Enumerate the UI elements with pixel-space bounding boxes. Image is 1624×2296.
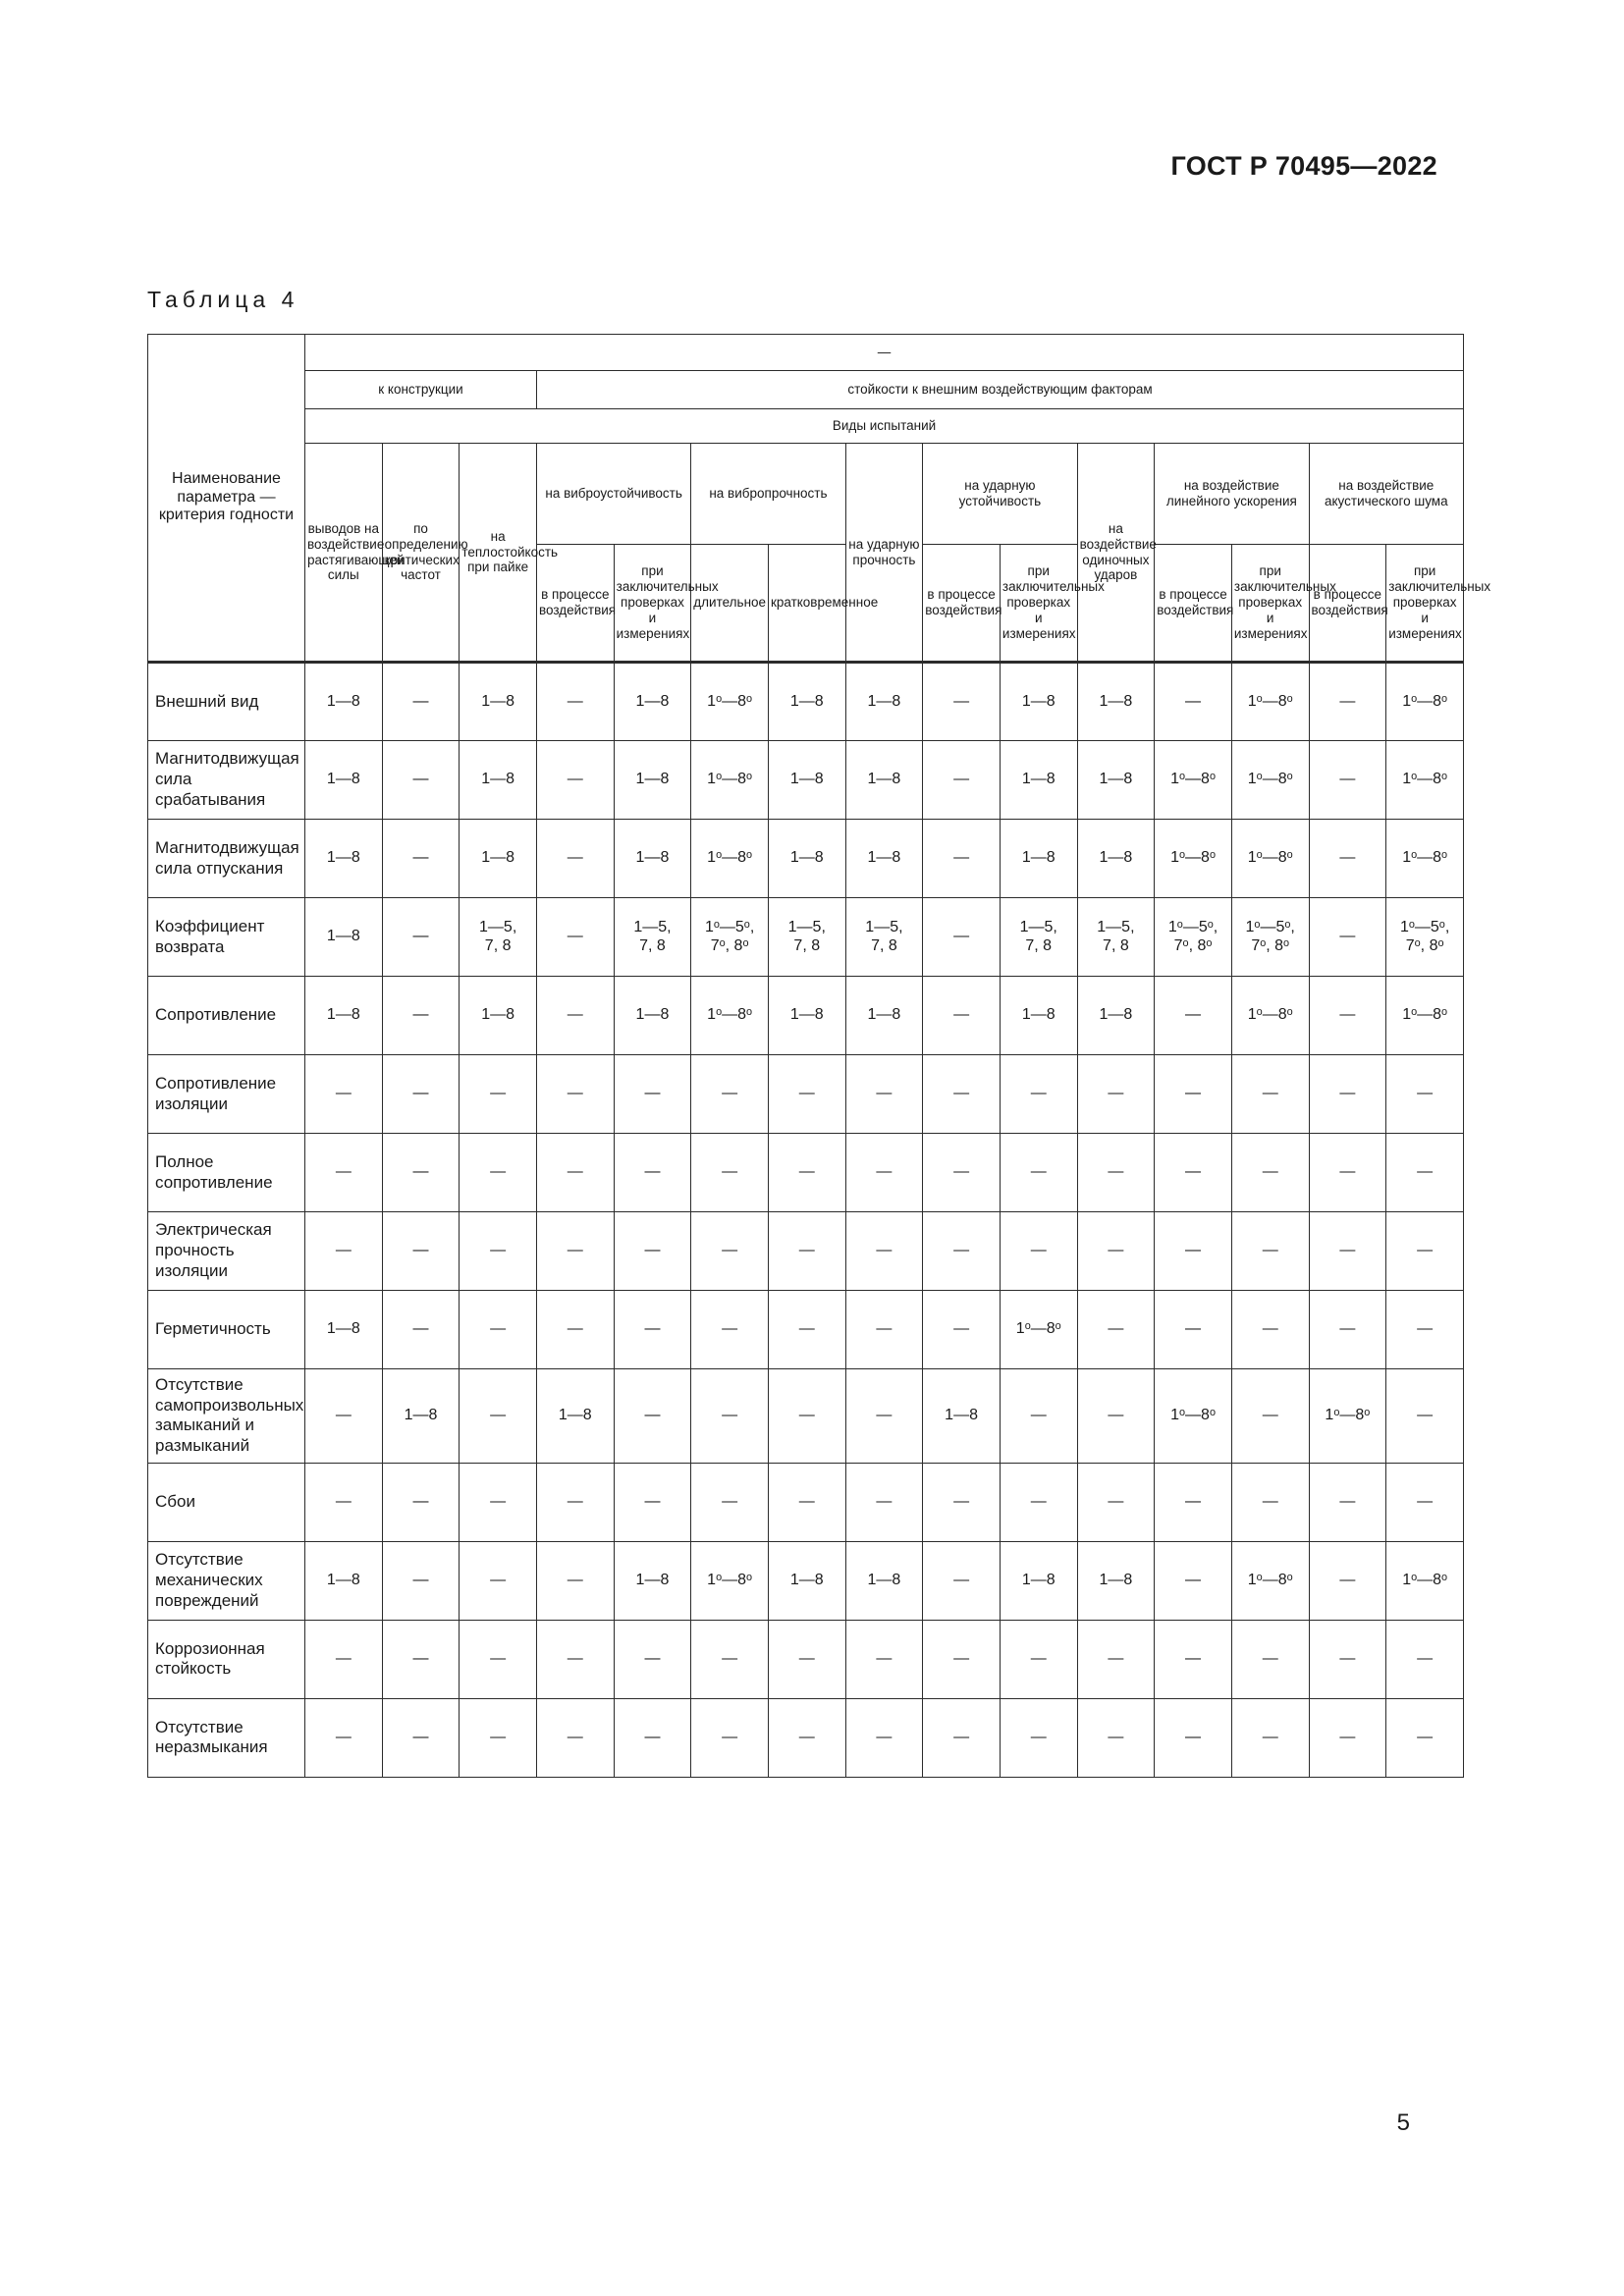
value-cell: — [305, 1055, 383, 1134]
value-cell: 1—8 [614, 663, 691, 741]
value-cell: — [1309, 1541, 1386, 1620]
value-cell: — [1155, 977, 1232, 1055]
table-row [148, 1291, 1464, 1369]
value-cell: — [691, 1055, 769, 1134]
value-cell: 1—8 [614, 977, 691, 1055]
table-row [148, 898, 1464, 977]
value-cell: — [1155, 1212, 1232, 1291]
value-cell: — [460, 1620, 537, 1698]
value-cell: — [382, 1212, 460, 1291]
value-cell: — [536, 1134, 614, 1212]
param-column-header: Наименование параметра — критерия годности [148, 335, 305, 663]
value-cell: 1—8 [1077, 820, 1155, 898]
value-cell: — [768, 1620, 845, 1698]
value-cell: 1—8 [614, 820, 691, 898]
value-cell: — [1386, 1291, 1464, 1369]
value-cell: 1—8 [460, 977, 537, 1055]
value-cell: — [536, 741, 614, 820]
group-external-factors-header: стойкости к внешним воздействующим факторам [536, 371, 1463, 409]
table-caption: Таблица 4 [147, 287, 299, 312]
value-cell: 1ᵒ—8ᵒ [1231, 741, 1309, 820]
value-cell: — [923, 1620, 1001, 1698]
col-header-vib-stab-during: в процессе воздействия [536, 545, 614, 663]
value-cell: — [1000, 1055, 1077, 1134]
value-cell: 1ᵒ—8ᵒ [1386, 1541, 1464, 1620]
value-cell: 1—5, 7, 8 [768, 898, 845, 977]
value-cell: 1—8 [1077, 663, 1155, 741]
value-cell: — [614, 1369, 691, 1464]
col-header-shock-strength: на ударную прочность [845, 444, 923, 663]
value-cell: — [305, 1369, 383, 1464]
table-row [148, 663, 1464, 741]
value-cell: — [1155, 1698, 1232, 1777]
value-cell: — [1077, 1212, 1155, 1291]
value-cell: — [1309, 1212, 1386, 1291]
value-cell: — [691, 1212, 769, 1291]
value-cell: 1—8 [382, 1369, 460, 1464]
value-cell: — [536, 977, 614, 1055]
value-cell: — [768, 1055, 845, 1134]
value-cell: — [1000, 1620, 1077, 1698]
value-cell: — [1231, 1369, 1309, 1464]
value-cell: — [1386, 1212, 1464, 1291]
value-cell: — [1231, 1212, 1309, 1291]
value-cell: 1—8 [305, 1541, 383, 1620]
value-cell: 1—8 [845, 663, 923, 741]
value-cell: 1ᵒ—8ᵒ [1155, 1369, 1232, 1464]
col-header-linear-acceleration: на воздействие линейного ускорения [1155, 444, 1309, 545]
value-cell: 1ᵒ—8ᵒ [1231, 1541, 1309, 1620]
value-cell: 1—8 [1000, 820, 1077, 898]
value-cell: — [460, 1055, 537, 1134]
value-cell: 1ᵒ—8ᵒ [1386, 663, 1464, 741]
value-cell: — [1231, 1620, 1309, 1698]
param-name-cell: Отсутствие неразмыкания [148, 1698, 305, 1777]
value-cell: — [536, 1698, 614, 1777]
col-header-lin-acc-final: при заключительных проверках и измерениях [1231, 545, 1309, 663]
value-cell: — [614, 1291, 691, 1369]
col-header-single-shocks: на воздействие одиночных ударов [1077, 444, 1155, 663]
value-cell: — [460, 1541, 537, 1620]
value-cell: 1—8 [460, 663, 537, 741]
page-number: 5 [1396, 2109, 1410, 2136]
value-cell: 1ᵒ—5ᵒ, 7ᵒ, 8ᵒ [1386, 898, 1464, 977]
value-cell: — [536, 1212, 614, 1291]
value-cell: — [1231, 1291, 1309, 1369]
value-cell: — [1155, 1620, 1232, 1698]
value-cell: — [614, 1463, 691, 1541]
value-cell: — [1155, 1291, 1232, 1369]
col-header-shock-stability: на ударную устойчивость [923, 444, 1077, 545]
col-header-acoustic-final: при заключительных проверках и измерениях [1386, 545, 1464, 663]
col-header-soldering-heat: на теплостойкость при пайке [460, 444, 537, 663]
value-cell: 1ᵒ—8ᵒ [1155, 820, 1232, 898]
top-header-dash: — [305, 335, 1464, 371]
value-cell: — [923, 741, 1001, 820]
table-row [148, 1698, 1464, 1777]
value-cell: 1—8 [536, 1369, 614, 1464]
table-row [148, 977, 1464, 1055]
param-name-cell: Сопротивление [148, 977, 305, 1055]
table-row [148, 1134, 1464, 1212]
value-cell: — [1309, 1620, 1386, 1698]
value-cell: — [382, 1134, 460, 1212]
value-cell: 1—8 [614, 741, 691, 820]
value-cell: — [460, 1134, 537, 1212]
value-cell: — [845, 1055, 923, 1134]
value-cell: 1ᵒ—8ᵒ [1231, 820, 1309, 898]
col-header-lead-tension: выводов на воздействие растягивающей силы [305, 444, 383, 663]
value-cell: — [768, 1134, 845, 1212]
param-name-cell: Внешний вид [148, 663, 305, 741]
value-cell: 1—5, 7, 8 [845, 898, 923, 977]
value-cell: — [845, 1698, 923, 1777]
table-body [148, 663, 1464, 1778]
value-cell: 1ᵒ—8ᵒ [1231, 977, 1309, 1055]
value-cell: — [382, 1698, 460, 1777]
value-cell: — [1000, 1698, 1077, 1777]
value-cell: — [1309, 898, 1386, 977]
value-cell: — [768, 1369, 845, 1464]
value-cell: — [382, 1055, 460, 1134]
value-cell: — [1386, 1055, 1464, 1134]
value-cell: 1ᵒ—8ᵒ [691, 741, 769, 820]
col-header-acoustic-during: в процессе воздействия [1309, 545, 1386, 663]
value-cell: 1ᵒ—8ᵒ [1155, 741, 1232, 820]
value-cell: 1—5, 7, 8 [1077, 898, 1155, 977]
value-cell: — [845, 1369, 923, 1464]
value-cell: 1ᵒ—8ᵒ [1386, 820, 1464, 898]
value-cell: — [845, 1463, 923, 1541]
value-cell: — [691, 1463, 769, 1541]
value-cell: — [1386, 1620, 1464, 1698]
col-header-vib-str-long: длительное [691, 545, 769, 663]
value-cell: — [536, 820, 614, 898]
value-cell: — [1077, 1134, 1155, 1212]
col-header-critical-frequencies: по определению критических частот [382, 444, 460, 663]
value-cell: 1—5, 7, 8 [460, 898, 537, 977]
value-cell: — [305, 1212, 383, 1291]
table-row [148, 1212, 1464, 1291]
value-cell: — [1155, 1541, 1232, 1620]
value-cell: 1ᵒ—8ᵒ [1309, 1369, 1386, 1464]
value-cell: — [536, 1463, 614, 1541]
col-header-vibration-strength: на вибропрочность [691, 444, 845, 545]
table-row [148, 1620, 1464, 1698]
value-cell: — [460, 1212, 537, 1291]
col-header-acoustic-noise: на воздействие акустического шума [1309, 444, 1464, 545]
value-cell: — [768, 1698, 845, 1777]
value-cell: 1—8 [768, 1541, 845, 1620]
table-header [148, 335, 1491, 663]
value-cell: 1ᵒ—8ᵒ [1386, 977, 1464, 1055]
value-cell: — [923, 1134, 1001, 1212]
value-cell: — [1309, 1463, 1386, 1541]
value-cell: — [382, 741, 460, 820]
value-cell: — [536, 898, 614, 977]
col-header-lin-acc-during: в процессе воздействия [1155, 545, 1232, 663]
value-cell: — [1000, 1463, 1077, 1541]
value-cell: 1—8 [460, 820, 537, 898]
value-cell: — [1386, 1463, 1464, 1541]
value-cell: — [768, 1291, 845, 1369]
value-cell: 1—8 [305, 820, 383, 898]
col-header-vibration-stability: на виброустойчивость [536, 444, 690, 545]
value-cell: 1ᵒ—8ᵒ [1000, 1291, 1077, 1369]
value-cell: — [1309, 741, 1386, 820]
table-container [147, 334, 1491, 1778]
value-cell: 1—8 [845, 820, 923, 898]
value-cell: — [1077, 1463, 1155, 1541]
value-cell: — [614, 1055, 691, 1134]
value-cell: 1—8 [768, 820, 845, 898]
col-header-shock-stab-during: в процессе воздействия [923, 545, 1001, 663]
value-cell: — [1155, 1463, 1232, 1541]
value-cell: — [1386, 1698, 1464, 1777]
value-cell: 1—8 [460, 741, 537, 820]
value-cell: — [1386, 1369, 1464, 1464]
value-cell: — [923, 1698, 1001, 1777]
value-cell: — [1155, 1055, 1232, 1134]
value-cell: — [1000, 1212, 1077, 1291]
value-cell: — [460, 1369, 537, 1464]
value-cell: 1—5, 7, 8 [614, 898, 691, 977]
value-cell: — [1309, 1055, 1386, 1134]
value-cell: — [1231, 1698, 1309, 1777]
param-name-cell: Отсутствие самопроизвольных замыканий и размыканий [148, 1369, 305, 1464]
value-cell: 1—8 [305, 741, 383, 820]
value-cell: 1—8 [845, 741, 923, 820]
value-cell: — [614, 1134, 691, 1212]
value-cell: — [1309, 977, 1386, 1055]
value-cell: — [1231, 1134, 1309, 1212]
value-cell: — [1309, 1134, 1386, 1212]
value-cell: 1—5, 7, 8 [1000, 898, 1077, 977]
value-cell: 1ᵒ—5ᵒ, 7ᵒ, 8ᵒ [1155, 898, 1232, 977]
value-cell: — [845, 1134, 923, 1212]
value-cell: — [1077, 1620, 1155, 1698]
value-cell: 1ᵒ—8ᵒ [691, 663, 769, 741]
value-cell: 1ᵒ—5ᵒ, 7ᵒ, 8ᵒ [691, 898, 769, 977]
value-cell: 1—8 [1000, 977, 1077, 1055]
value-cell: — [1309, 1291, 1386, 1369]
value-cell: — [768, 1463, 845, 1541]
value-cell: — [1077, 1291, 1155, 1369]
value-cell: — [1309, 820, 1386, 898]
value-cell: — [1309, 1698, 1386, 1777]
value-cell: — [1309, 663, 1386, 741]
col-header-vib-str-short: кратковременное [768, 545, 845, 663]
param-name-cell: Герметичность [148, 1291, 305, 1369]
value-cell: 1—8 [923, 1369, 1001, 1464]
param-name-cell: Полное сопротивление [148, 1134, 305, 1212]
value-cell: — [845, 1212, 923, 1291]
value-cell: — [923, 1541, 1001, 1620]
value-cell: — [614, 1620, 691, 1698]
value-cell: — [536, 1620, 614, 1698]
value-cell: — [382, 1620, 460, 1698]
value-cell: — [382, 820, 460, 898]
value-cell: — [923, 898, 1001, 977]
value-cell: — [1077, 1369, 1155, 1464]
value-cell: 1—8 [1077, 977, 1155, 1055]
value-cell: 1—8 [1077, 1541, 1155, 1620]
value-cell: — [845, 1620, 923, 1698]
value-cell: — [691, 1698, 769, 1777]
param-name-cell: Сбои [148, 1463, 305, 1541]
value-cell: — [382, 977, 460, 1055]
param-name-cell: Коэффициент возврата [148, 898, 305, 977]
value-cell: — [460, 1291, 537, 1369]
value-cell: 1—8 [1000, 1541, 1077, 1620]
value-cell: — [536, 1541, 614, 1620]
value-cell: — [1231, 1463, 1309, 1541]
value-cell: — [305, 1698, 383, 1777]
value-cell: — [1155, 663, 1232, 741]
value-cell: 1—8 [305, 898, 383, 977]
value-cell: — [305, 1463, 383, 1541]
value-cell: — [460, 1463, 537, 1541]
param-name-cell: Магнитодвижущая сила отпускания [148, 820, 305, 898]
table-row [148, 741, 1464, 820]
value-cell: — [1231, 1055, 1309, 1134]
value-cell: — [691, 1291, 769, 1369]
value-cell: — [614, 1698, 691, 1777]
value-cell: — [536, 1055, 614, 1134]
value-cell: — [923, 1291, 1001, 1369]
value-cell: — [923, 977, 1001, 1055]
value-cell: — [768, 1212, 845, 1291]
value-cell: 1—8 [845, 1541, 923, 1620]
value-cell: 1ᵒ—8ᵒ [691, 1541, 769, 1620]
value-cell: — [305, 1620, 383, 1698]
value-cell: 1ᵒ—8ᵒ [691, 977, 769, 1055]
value-cell: 1ᵒ—8ᵒ [1231, 663, 1309, 741]
value-cell: — [1386, 1134, 1464, 1212]
param-name-cell: Отсутствие механических повреждений [148, 1541, 305, 1620]
value-cell: — [382, 1541, 460, 1620]
value-cell: 1ᵒ—8ᵒ [1386, 741, 1464, 820]
value-cell: — [691, 1369, 769, 1464]
value-cell: — [923, 1055, 1001, 1134]
value-cell: — [305, 1134, 383, 1212]
tests-kinds-header: Виды испытаний [305, 409, 1464, 444]
value-cell: — [691, 1620, 769, 1698]
table-row [148, 820, 1464, 898]
value-cell: — [923, 1463, 1001, 1541]
col-header-shock-stab-final: при заключительных проверках и измерениях [1000, 545, 1077, 663]
value-cell: — [614, 1212, 691, 1291]
value-cell: — [1077, 1698, 1155, 1777]
value-cell: 1—8 [768, 663, 845, 741]
value-cell: — [1000, 1134, 1077, 1212]
value-cell: — [536, 663, 614, 741]
value-cell: 1—8 [768, 741, 845, 820]
value-cell: — [460, 1698, 537, 1777]
table-row [148, 1463, 1464, 1541]
value-cell: 1—8 [305, 977, 383, 1055]
value-cell: — [923, 820, 1001, 898]
value-cell: — [382, 1291, 460, 1369]
param-name-cell: Магнитодвижущая сила срабатывания [148, 741, 305, 820]
value-cell: — [382, 898, 460, 977]
table-row [148, 1369, 1464, 1464]
value-cell: 1—8 [768, 977, 845, 1055]
value-cell: 1—8 [1000, 741, 1077, 820]
value-cell: 1ᵒ—8ᵒ [691, 820, 769, 898]
group-construction-header: к конструкции [305, 371, 537, 409]
value-cell: — [1155, 1134, 1232, 1212]
test-matrix-table [147, 334, 1491, 1778]
value-cell: 1—8 [1077, 741, 1155, 820]
param-name-cell: Сопротивление изоляции [148, 1055, 305, 1134]
value-cell: 1—8 [614, 1541, 691, 1620]
param-name-cell: Коррозионная стойкость [148, 1620, 305, 1698]
table-row [148, 1541, 1464, 1620]
value-cell: — [691, 1134, 769, 1212]
value-cell: — [845, 1291, 923, 1369]
value-cell: — [923, 663, 1001, 741]
param-name-cell: Электрическая прочность изоляции [148, 1212, 305, 1291]
value-cell: 1ᵒ—5ᵒ, 7ᵒ, 8ᵒ [1231, 898, 1309, 977]
value-cell: 1—8 [845, 977, 923, 1055]
document-code: ГОСТ Р 70495—2022 [1170, 151, 1437, 181]
col-header-vib-stab-final: при заключительных проверках и измерениях [614, 545, 691, 663]
value-cell: — [923, 1212, 1001, 1291]
value-cell: — [536, 1291, 614, 1369]
value-cell: 1—8 [1000, 663, 1077, 741]
value-cell: — [382, 663, 460, 741]
value-cell: — [1077, 1055, 1155, 1134]
value-cell: 1—8 [305, 1291, 383, 1369]
value-cell: 1—8 [305, 663, 383, 741]
value-cell: — [382, 1463, 460, 1541]
value-cell: — [1000, 1369, 1077, 1464]
table-row [148, 1055, 1464, 1134]
